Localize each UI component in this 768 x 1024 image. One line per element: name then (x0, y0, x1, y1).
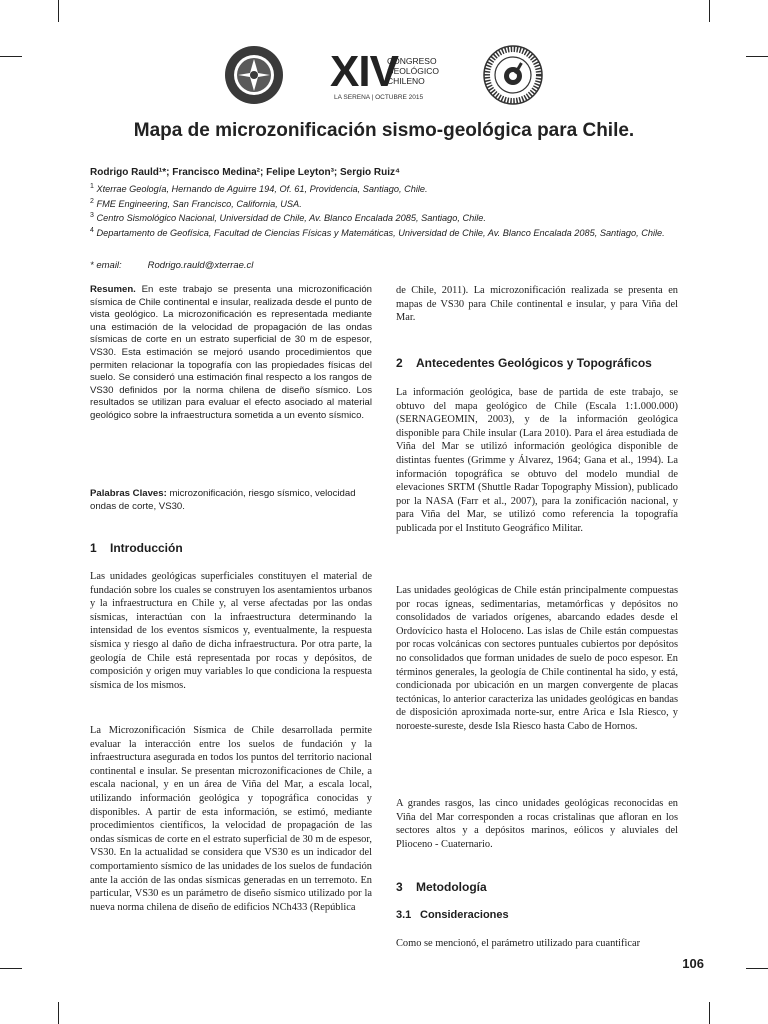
affiliation: $^2$ FME Engineering, San Francisco, California, USA. (90, 197, 302, 209)
paragraph: A grandes rasgos, las cinco unidades geológicas reconocidas en Viña del Mar corresponden a rocas cristalinas que afloran en los sectores altos y a depósitos marinos, eólicos y aluviales del Plioceno - Cuaternario. (396, 798, 678, 850)
section-heading: 1 Introducción (90, 541, 183, 555)
paragraph: de Chile, 2011). La microzonificación realizada se presenta en mapas de VS30 para Chile continental e insular, y para Viña del Mar. (396, 285, 678, 324)
congress-place: LA SERENA | OCTUBRE 2015 (334, 94, 424, 101)
crop-mark (0, 56, 22, 57)
paragraph: Como se mencionó, el parámetro utilizado para cuantificar (396, 938, 641, 949)
paragraph: Las unidades geológicas superficiales constituyen el material de fundación sobre los cuales se construyen los asentamientos urbanos y la infraestructura en Chile y, al verse afectadas por las ondas sísmicas, interactúan con la infraestructura determinando la intensidad de los eventos sísmicos y, eventualmente, la respuesta sísmica y riesgo al daño de dicha infraestructura. Por otra parte, la geología de Chile está representada por rocas y depósitos, de composición y origen muy variables lo que condiciona la respuesta sísmica de los mismos. (90, 571, 372, 691)
section-heading: 3 Metodología (396, 880, 487, 894)
crop-mark (746, 968, 768, 969)
affiliation: $^3$ Centro Sismológico Nacional, Universidad de Chile, Av. Blanco Encalada 2085, Santiago, Chile. (90, 212, 486, 224)
paragraph: La Microzonificación Sísmica de Chile desarrollada permite evaluar la interacción entre los suelos de fundación y la infraestructura asegurada en todos los puntos del territorio nacional continental e insular. Se presentan microzonificaciones de Chile, a escala nacional, y en un área de Viña del Mar, a escala local, utilizando información geológica y topográfica conocidas y disponibles. A partir de esta información, se estimó, mediante procedimientos científicos, la velocidad de propagación de las ondas sísmicas de corte en el estrato superficial de 30 m de espesor, VS30. En la actualidad se considera que VS30 es un indicador del comportamiento sísmico de las unidades de los suelos de fundación ante la acción de las ondas sísmicas generadas en un terremoto. En particular, VS30 es un parámetro de diseño sísmico utilizado por la nueva norma chilena de diseño de edificios NCh433 (República (90, 725, 372, 913)
crop-mark (709, 0, 710, 22)
affiliation: $^4$ Departamento de Geofísica, Facultad de Ciencias Físicas y Matemáticas, Universidad de Chile, Av. Blanco Encalada 2085, Santiago, Chile. (90, 226, 665, 238)
sociedad-geologica-logo (483, 45, 543, 105)
crop-mark (0, 968, 22, 969)
email-label: * email: (90, 260, 122, 271)
keywords (90, 488, 372, 513)
congress-logo (330, 47, 440, 104)
section-heading: 2 Antecedentes Geológicos y Topográficos (396, 356, 652, 370)
affiliation: $^1$ Xterrae Geología, Hernando de Aguirre 194, Of. 61, Providencia, Santiago, Chile. (90, 183, 428, 195)
colegio-geologos-logo (224, 45, 284, 105)
author-list: Rodrigo Rauld¹*; Francisco Medina²; Felipe Leyton³; Sergio Ruiz⁴ (90, 167, 400, 178)
keywords-body: microzonificación, riesgo sísmico, velocidad ondas de corte, VS30. (90, 488, 356, 512)
congress-number: XIV (330, 47, 398, 96)
crop-mark (58, 0, 59, 22)
crop-mark (709, 1002, 710, 1024)
crop-mark (58, 1002, 59, 1024)
crop-mark (746, 56, 768, 57)
affiliations (90, 181, 690, 239)
abstract-heading: Resumen. (90, 284, 136, 295)
congress-words: CONGRESO GEOLÓGICO CHILENO (387, 56, 439, 86)
subsection-heading: 3.1 Consideraciones (396, 909, 509, 921)
abstract (90, 284, 372, 423)
paragraph: Las unidades geológicas de Chile están principalmente compuestas por rocas ígneas, sedimentarias, metamórficas y depósitos no consolidados de variados orígenes, abarcando edades desde el Ordovícico hasta el Holoceno. Las islas de Chile están compuestas por rocas volcánicas con sectores puntuales cubiertos por depósitos no consolidados que forman unidades de suelo de poco espesor. En términos generales, la geología de Chile continental ha sido, y está, condicionada por ubicación en un margen convergente de placas tectónicas, lo anterior caracteriza las unidades geológicas en bandas de disposición aproximada norte-sur, entre Arica e Isla Riesco, y noroeste-sureste, desde Isla Riesco hasta Cabo de Hornos. (396, 585, 678, 732)
email-address: Rodrigo.rauld@xterrae.cl (147, 260, 254, 271)
paper-title: Mapa de microzonificación sismo-geológica para Chile. (133, 120, 635, 141)
abstract-body: En este trabajo se presenta una microzonificación sísmica de Chile continental e insular, realizada desde el punto de vista geológico. La microzonificación es representada mediante una estimación de la velocidad de propagación de las ondas sísmicas de corte en un estrato superficial de 30 m de espesor, VS30. Esta estimación se mejoró usando procedimientos que permiten relacionar la topografía con las propiedades físicas del suelo. Se consideró una estimación final respecto a los rangos de VS30 definidos por la norma chilena de diseño sísmico. Los resultados se utilizan para evaluar el efecto asociado al material geológico sobre la infraestructura sometida a un evento sísmico. (90, 284, 372, 421)
paragraph: La información geológica, base de partida de este trabajo, se obtuvo del mapa geológico de Chile (Escala 1:1.000.000) (SERNAGEOMIN, 2003), y de la información geológica disponible para Chile insular (Lara 2010). Para el área estudiada de Viña del Mar se utilizó información geológica disponible de distintas fuentes (Grimme y Álvarez, 1964; Gana et al., 1994). La información topográfica se obtuvo del modelo mundial de elevaciones SRTM (Shuttle Radar Topography Mission), publicado por la NASA (Farr et al., 2007), para la zonificación nacional, y para Viña del Mar, se utilizó como referencia la topografía publicada por el Instituto Geográfico Militar. (396, 387, 678, 534)
page-number: 106 (682, 956, 704, 971)
contact-email (90, 260, 253, 271)
keywords-heading: Palabras Claves: (90, 488, 167, 499)
